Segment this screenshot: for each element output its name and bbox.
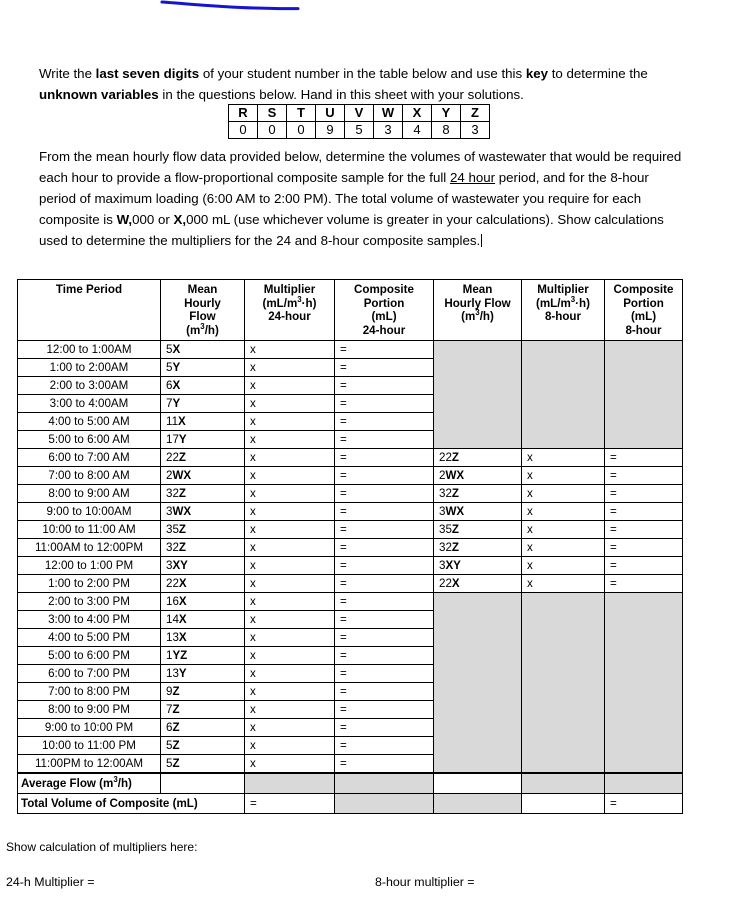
key-digit-u[interactable]: 9: [316, 122, 345, 139]
header-mean-24-l3: Flow: [189, 310, 216, 323]
cell-time-period: 11:00PM to 12:00AM: [18, 755, 161, 774]
intro-text-a: Write the: [39, 66, 96, 81]
cell-time-period: 6:00 to 7:00 PM: [18, 665, 161, 683]
intro-paragraph: [39, 63, 684, 105]
cell-composite-portion-24[interactable]: =: [335, 539, 434, 557]
cell-composite-portion-24[interactable]: =: [335, 665, 434, 683]
para-bold-w: W,: [116, 212, 133, 227]
cell-time-period: 11:00AM to 12:00PM: [18, 539, 161, 557]
header-mult-8-l1: Multiplier: [537, 283, 589, 296]
header-multiplier-24: [245, 280, 335, 341]
cell-composite-portion-24[interactable]: =: [335, 521, 434, 539]
cell-multiplier-24[interactable]: x: [245, 575, 335, 593]
header-mean-24-l4a: (m: [186, 323, 201, 337]
header-mult-24-l1: Multiplier: [263, 283, 316, 296]
cell-multiplier-24[interactable]: x: [245, 683, 335, 701]
cell-multiplier-8[interactable]: x: [522, 449, 605, 467]
intro-text-c: of your student number in the table below and use this: [199, 66, 526, 81]
cell-mean-hourly-flow-24: 35Z: [161, 521, 245, 539]
cell-composite-portion-8[interactable]: =: [605, 539, 683, 557]
cell-multiplier-24[interactable]: x: [245, 539, 335, 557]
cell-multiplier-24[interactable]: x: [245, 431, 335, 449]
cell-time-period: 6:00 to 7:00 AM: [18, 449, 161, 467]
cell-multiplier-24[interactable]: x: [245, 449, 335, 467]
cell-multiplier-8[interactable]: x: [522, 557, 605, 575]
cell-multiplier-24[interactable]: x: [245, 377, 335, 395]
cell-multiplier-24[interactable]: x: [245, 557, 335, 575]
cell-time-period: 5:00 to 6:00 AM: [18, 431, 161, 449]
total-volume-row: [18, 794, 683, 814]
header-mult-24-l3: 24-hour: [268, 310, 311, 323]
header-time-period: Time Period: [18, 280, 161, 341]
cell-mean-hourly-flow-24: 2WX: [161, 467, 245, 485]
header-comp-8-l2: Portion: [623, 296, 664, 310]
para-text-1: From the mean hourly flow data provided below, determine the volumes of wastewater that would be required each hour to provide a flow-proportional composite sample for the full: [39, 149, 682, 185]
cell-multiplier-24[interactable]: x: [245, 665, 335, 683]
cell-mean-hourly-flow-24: 14X: [161, 611, 245, 629]
cell-time-period: 9:00 to 10:00 PM: [18, 719, 161, 737]
header-mean-8-l3b: /h): [479, 310, 494, 323]
cell-composite-portion-24[interactable]: =: [335, 431, 434, 449]
cell-time-period: 1:00 to 2:00AM: [18, 359, 161, 377]
cell-composite-portion-24[interactable]: =: [335, 503, 434, 521]
key-letter-t: T: [287, 105, 316, 122]
cell-composite-portion-8[interactable]: =: [605, 575, 683, 593]
average-flow-row: [18, 773, 683, 794]
cell-mean-hourly-flow-24: 13X: [161, 629, 245, 647]
total-volume-label: Total Volume of Composite (mL): [18, 794, 245, 814]
cell-multiplier-24[interactable]: x: [245, 701, 335, 719]
cell-composite-portion-24[interactable]: =: [335, 755, 434, 774]
cell-multiplier-24[interactable]: x: [245, 359, 335, 377]
cell-mean-hourly-flow-24: 9Z: [161, 683, 245, 701]
table-row: [18, 485, 683, 503]
cell-time-period: 3:00 to 4:00 PM: [18, 611, 161, 629]
cell-multiplier-24[interactable]: x: [245, 395, 335, 413]
para-text-2: period, and for the 8-hour period of maximum loading (6:00 AM to 2:00 PM). The total volume of wastewater you require for each composite is: [39, 170, 649, 227]
key-digit-r[interactable]: 0: [229, 122, 258, 139]
cell-mean-hourly-flow-24: 5X: [161, 341, 245, 359]
cell-multiplier-24[interactable]: x: [245, 413, 335, 431]
cell-composite-portion-24[interactable]: =: [335, 467, 434, 485]
cell-mean-hourly-flow-24: 32Z: [161, 539, 245, 557]
header-comp-8-l4: 8-hour: [625, 323, 662, 337]
cell-time-period: 7:00 to 8:00 AM: [18, 467, 161, 485]
cell-mean-hourly-flow-24: 7Z: [161, 701, 245, 719]
cell-mean-hourly-flow-8: 32Z: [434, 485, 522, 503]
header-mult-8-l2b: ·h): [575, 296, 590, 310]
table-row: [18, 467, 683, 485]
table-row: [18, 521, 683, 539]
intro-bold-last-seven-digits: last seven digits: [95, 66, 200, 81]
para-underlined-24-hour: 24 hour: [449, 170, 496, 185]
key-letter-y: Y: [432, 105, 461, 122]
cell-mean-hourly-flow-24: 17Y: [161, 431, 245, 449]
cell-mean-hourly-flow-8: 3XY: [434, 557, 522, 575]
average-flow-composite-8-na: [605, 773, 683, 794]
header-mean-24-sup: 3: [200, 321, 205, 331]
key-letter-v: V: [345, 105, 374, 122]
cell-composite-portion-24[interactable]: =: [335, 629, 434, 647]
cell-composite-portion-8[interactable]: =: [605, 521, 683, 539]
cell-mean-hourly-flow-8: 3WX: [434, 503, 522, 521]
header-comp-8-l1: Composite: [613, 283, 674, 296]
cell-multiplier-24[interactable]: x: [245, 467, 335, 485]
cell-multiplier-8[interactable]: x: [522, 485, 605, 503]
cell-mean-hourly-flow-24: 5Y: [161, 359, 245, 377]
cell-composite-portion-24[interactable]: =: [335, 737, 434, 755]
multiplier-24h-label[interactable]: 24-h Multiplier =: [6, 875, 95, 889]
cell-mean-hourly-flow-24: 3XY: [161, 557, 245, 575]
header-mean-24-l4b: /h): [204, 323, 219, 337]
cell-time-period: 2:00 to 3:00 PM: [18, 593, 161, 611]
table-row: [18, 341, 683, 359]
header-mult-24-sup: 3: [297, 294, 302, 304]
cell-time-period: 10:00 to 11:00 AM: [18, 521, 161, 539]
average-flow-multiplier-8-na: [522, 773, 605, 794]
intro-text-g: in the questions below. Hand in this sheet with your solutions.: [158, 87, 524, 102]
header-multiplier-8: [522, 280, 605, 341]
cell-multiplier-24[interactable]: x: [245, 503, 335, 521]
cell-time-period: 12:00 to 1:00AM: [18, 341, 161, 359]
cell-composite-portion-24[interactable]: =: [335, 611, 434, 629]
blue-pen-stroke-icon: [160, 0, 300, 14]
cell-composite-portion-8[interactable]: =: [605, 467, 683, 485]
cell-multiplier-24[interactable]: x: [245, 593, 335, 611]
show-calculation-note: Show calculation of multipliers here:: [6, 840, 198, 854]
intro-bold-key: key: [525, 66, 549, 81]
cell-multiplier-24[interactable]: x: [245, 719, 335, 737]
table-header-row: [18, 280, 683, 341]
header-mean-8-l3a: (m: [461, 310, 476, 323]
key-table: [228, 104, 490, 139]
cell-composite-portion-24[interactable]: =: [335, 701, 434, 719]
header-comp-8-l3: (mL): [630, 310, 657, 323]
header-comp-24-l1: Composite: [354, 283, 414, 296]
header-mult-24-l2a: (mL/m: [262, 296, 298, 310]
cell-mean-hourly-flow-24: 32Z: [161, 485, 245, 503]
cell-time-period: 8:00 to 9:00 AM: [18, 485, 161, 503]
header-mult-8-l2a: (mL/m: [536, 296, 571, 310]
text-caret: [481, 234, 482, 247]
total-volume-composite-24-na: [335, 794, 434, 814]
cell-multiplier-8[interactable]: x: [522, 575, 605, 593]
header-comp-24-l2: Portion: [363, 296, 405, 310]
cell-multiplier-24[interactable]: x: [245, 647, 335, 665]
header-composite-portion-24: [335, 280, 434, 341]
cell-mean-hourly-flow-8-na: [434, 341, 522, 449]
cell-multiplier-8[interactable]: x: [522, 521, 605, 539]
average-flow-input-8[interactable]: [434, 773, 522, 794]
cell-multiplier-24[interactable]: x: [245, 629, 335, 647]
table-row: [18, 575, 683, 593]
cell-multiplier-8[interactable]: x: [522, 467, 605, 485]
header-mean-8-sup: 3: [475, 308, 480, 318]
table-row: [18, 503, 683, 521]
key-digit-w[interactable]: 3: [374, 122, 403, 139]
intro-text-e: to determine the: [548, 66, 648, 81]
header-mult-8-l3: 8-hour: [544, 310, 582, 323]
key-letter-s: S: [258, 105, 287, 122]
header-composite-portion-8: [605, 280, 683, 341]
cell-mean-hourly-flow-24: 22Z: [161, 449, 245, 467]
cell-composite-portion-24[interactable]: =: [335, 449, 434, 467]
header-mult-24-l2b: ·h): [301, 296, 317, 310]
cell-mean-hourly-flow-24: 6X: [161, 377, 245, 395]
total-volume-equals-8[interactable]: =: [605, 794, 683, 814]
header-mean-hourly-flow-24: [161, 280, 245, 341]
cell-time-period: 5:00 to 6:00 PM: [18, 647, 161, 665]
cell-time-period: 2:00 to 3:00AM: [18, 377, 161, 395]
key-letter-z: Z: [461, 105, 490, 122]
header-mean-24-l2: Hourly: [184, 296, 221, 310]
cell-mean-hourly-flow-24: 22X: [161, 575, 245, 593]
cell-composite-portion-24[interactable]: =: [335, 647, 434, 665]
cell-multiplier-8-na: [522, 593, 605, 774]
key-letter-u: U: [316, 105, 345, 122]
cell-composite-portion-24[interactable]: =: [335, 485, 434, 503]
intro-bold-unknown-variables: unknown variables: [39, 87, 159, 102]
cell-multiplier-24[interactable]: x: [245, 485, 335, 503]
key-letter-r: R: [229, 105, 258, 122]
cell-multiplier-8-na: [522, 341, 605, 449]
para-bold-x: X,: [173, 212, 187, 227]
key-digit-v[interactable]: 5: [345, 122, 374, 139]
cell-composite-portion-8-na: [605, 593, 683, 774]
cell-composite-portion-8[interactable]: =: [605, 557, 683, 575]
cell-time-period: 12:00 to 1:00 PM: [18, 557, 161, 575]
cell-mean-hourly-flow-8-na: [434, 593, 522, 774]
cell-time-period: 1:00 to 2:00 PM: [18, 575, 161, 593]
header-mean-hourly-flow-8: [434, 280, 522, 341]
cell-composite-portion-24[interactable]: =: [335, 683, 434, 701]
cell-composite-portion-24[interactable]: =: [335, 377, 434, 395]
key-digit-x[interactable]: 4: [403, 122, 432, 139]
cell-composite-portion-8[interactable]: =: [605, 503, 683, 521]
key-table-digits-row: [229, 122, 490, 139]
cell-composite-portion-24[interactable]: =: [335, 341, 434, 359]
cell-time-period: 4:00 to 5:00 PM: [18, 629, 161, 647]
flow-table-footer: [18, 773, 683, 814]
cell-multiplier-8[interactable]: x: [522, 503, 605, 521]
average-flow-input-24[interactable]: [161, 773, 245, 794]
header-comp-24-l3: (mL): [371, 310, 397, 323]
cell-composite-portion-24[interactable]: =: [335, 359, 434, 377]
key-letter-x: X: [403, 105, 432, 122]
cell-mean-hourly-flow-24: 3WX: [161, 503, 245, 521]
instructions-paragraph: [39, 146, 687, 251]
cell-time-period: 9:00 to 10:00AM: [18, 503, 161, 521]
header-mean-8-l1: Mean: [462, 283, 493, 296]
key-digit-s[interactable]: 0: [258, 122, 287, 139]
key-digit-y[interactable]: 8: [432, 122, 461, 139]
total-volume-multiplier-8-blank: [522, 794, 605, 814]
header-mean-8-l2: Hourly Flow: [444, 296, 511, 310]
average-flow-composite-24-na: [335, 773, 434, 794]
cell-mean-hourly-flow-24: 1YZ: [161, 647, 245, 665]
cell-mean-hourly-flow-24: 16X: [161, 593, 245, 611]
multiplier-8h-label[interactable]: 8-hour multiplier =: [375, 875, 475, 889]
cell-composite-portion-24[interactable]: =: [335, 395, 434, 413]
cell-multiplier-24[interactable]: x: [245, 611, 335, 629]
average-flow-label: Average Flow $(m^3/h)$: [18, 773, 161, 794]
key-digit-z[interactable]: 3: [461, 122, 490, 139]
total-volume-mean-8-na: [434, 794, 522, 814]
cell-time-period: 8:00 to 9:00 PM: [18, 701, 161, 719]
cell-mean-hourly-flow-8: 22Z: [434, 449, 522, 467]
cell-multiplier-8[interactable]: x: [522, 539, 605, 557]
cell-composite-portion-8[interactable]: =: [605, 485, 683, 503]
cell-mean-hourly-flow-24: 5Z: [161, 737, 245, 755]
cell-mean-hourly-flow-24: 7Y: [161, 395, 245, 413]
table-row: [18, 539, 683, 557]
table-row: [18, 449, 683, 467]
para-text-3: 000 or: [132, 212, 174, 227]
cell-time-period: 10:00 to 11:00 PM: [18, 737, 161, 755]
header-mult-8-sup: 3: [570, 294, 576, 304]
cell-mean-hourly-flow-8: 2WX: [434, 467, 522, 485]
average-flow-multiplier-24-na: [245, 773, 335, 794]
cell-multiplier-24[interactable]: x: [245, 341, 335, 359]
cell-composite-portion-24[interactable]: =: [335, 557, 434, 575]
cell-mean-hourly-flow-24: 13Y: [161, 665, 245, 683]
cell-time-period: 4:00 to 5:00 AM: [18, 413, 161, 431]
cell-time-period: 7:00 to 8:00 PM: [18, 683, 161, 701]
header-comp-24-l4: 24-hour: [362, 323, 406, 337]
total-volume-equals-24[interactable]: =: [245, 794, 335, 814]
flow-data-table: [17, 279, 683, 814]
flow-table-body: [18, 341, 683, 774]
cell-composite-portion-8-na: [605, 341, 683, 449]
table-row: [18, 557, 683, 575]
header-mean-24-l1: Mean: [187, 283, 218, 296]
cell-multiplier-24[interactable]: x: [245, 755, 335, 774]
cell-composite-portion-24[interactable]: =: [335, 575, 434, 593]
cell-time-period: 3:00 to 4:00AM: [18, 395, 161, 413]
key-table-letters-row: [229, 105, 490, 122]
cell-multiplier-24[interactable]: x: [245, 737, 335, 755]
key-digit-t[interactable]: 0: [287, 122, 316, 139]
para-text-4: 000 mL (use whichever volume is greater in your calculations). Show calculations used to determine the multipliers for the 24 and 8-hour composite samples.: [39, 212, 664, 248]
cell-composite-portion-8[interactable]: =: [605, 449, 683, 467]
cell-composite-portion-24[interactable]: =: [335, 413, 434, 431]
cell-mean-hourly-flow-8: 35Z: [434, 521, 522, 539]
cell-mean-hourly-flow-24: 5Z: [161, 755, 245, 774]
cell-mean-hourly-flow-24: 6Z: [161, 719, 245, 737]
cell-composite-portion-24[interactable]: =: [335, 719, 434, 737]
cell-multiplier-24[interactable]: x: [245, 521, 335, 539]
key-letter-w: W: [374, 105, 403, 122]
cell-mean-hourly-flow-8: 22X: [434, 575, 522, 593]
cell-composite-portion-24[interactable]: =: [335, 593, 434, 611]
cell-mean-hourly-flow-8: 32Z: [434, 539, 522, 557]
cell-mean-hourly-flow-24: 11X: [161, 413, 245, 431]
table-row: [18, 593, 683, 611]
